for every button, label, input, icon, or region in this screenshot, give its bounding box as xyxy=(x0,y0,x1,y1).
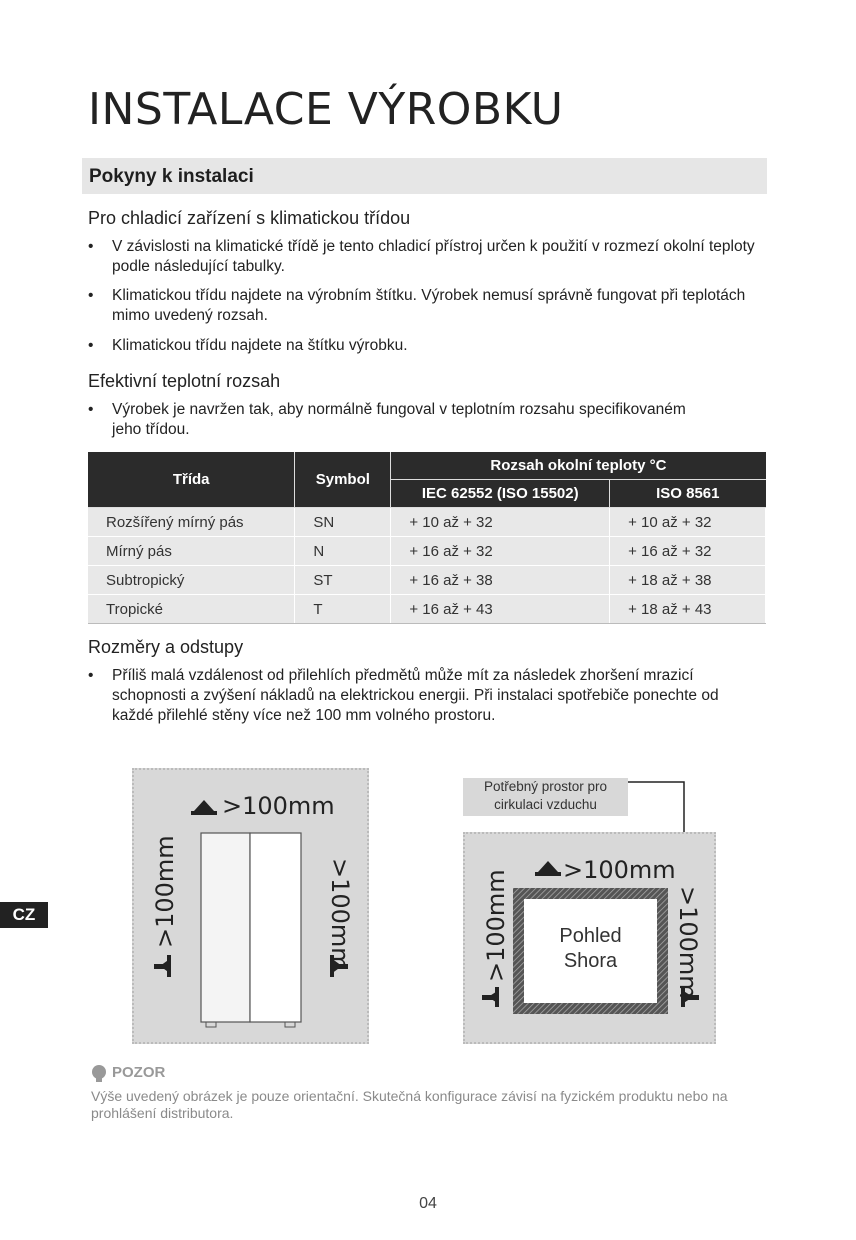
subheading-dimensions: Rozměry a odstupy xyxy=(88,637,244,657)
list-item: • Příliš malá vzdálenost od přilehlích předmětů může mít za následek zhoršení mrazicí schopnosti a zvýšení nákladů na elektrickou energii. Při instalaci spotřebiče ponechte od každé přilehlé stěny více než 100 mm volného prostoru. xyxy=(88,667,719,724)
table-header-iso: ISO 8561 xyxy=(610,480,766,508)
list-item: • Výrobek je navržen tak, aby normálně fungoval v teplotním rozsahu specifikovaném jeho třídou. xyxy=(88,401,686,438)
bullet-icon: • xyxy=(88,667,94,684)
caution-text: Výše uvedený obrázek je pouze orientační. Skutečná konfigurace závisí na fyzickém produktu nebo na prohlášení distributora. xyxy=(91,1088,728,1121)
bullet-icon: • xyxy=(88,287,94,304)
page-number: 04 xyxy=(419,1195,437,1212)
bullet-icon: • xyxy=(88,337,94,354)
subheading-temperature-range: Efektivní teplotní rozsah xyxy=(88,371,281,391)
climate-class-table xyxy=(88,452,766,624)
caution-label: POZOR xyxy=(112,1064,166,1081)
table-header-iec: IEC 62552 (ISO 15502) xyxy=(391,480,610,508)
list-item: • Klimatickou třídu najdete na výrobním štítku. Výrobek nemusí správně fungovat při teplotách mimo uvedený rozsah. xyxy=(88,287,746,324)
table-row: Rozšířený mírný pás SN + 10 až + 32 + 10 až + 32 xyxy=(88,508,766,537)
clearance-right-label: >100mm xyxy=(674,886,702,999)
section-heading: Pokyny k instalaci xyxy=(89,166,254,187)
bullet-icon: • xyxy=(88,401,94,418)
clearance-top-label: >100mm xyxy=(222,792,335,820)
front-view-diagram xyxy=(132,768,369,1044)
language-tab: CZ xyxy=(0,902,48,928)
top-view-diagram xyxy=(463,832,716,1044)
top-view-label: Pohled Shora xyxy=(559,925,622,972)
list-item: • V závislosti na klimatické třídě je tento chladicí přístroj určen k použití v rozmezí okolní teploty podle následující tabulky. xyxy=(88,238,755,275)
table-header-range: Rozsah okolní teploty °C xyxy=(391,452,766,480)
subheading-climate-class: Pro chladicí zařízení s klimatickou třídou xyxy=(88,208,411,228)
air-circulation-callout: Potřebný prostor pro cirkulaci vzduchu xyxy=(463,778,628,816)
page-title: INSTALACE VÝROBKU xyxy=(88,84,564,135)
clearance-left-label: >100mm xyxy=(482,869,510,982)
table-header-class: Třída xyxy=(88,452,295,508)
list-item: • Klimatickou třídu najdete na štítku výrobku. xyxy=(88,337,408,354)
clearance-top-label: >100mm xyxy=(563,856,676,884)
section-heading-bar xyxy=(82,158,767,194)
table-row: Tropické T + 16 až + 43 + 18 až + 43 xyxy=(88,595,766,624)
lightbulb-icon xyxy=(91,1065,107,1084)
table-header-symbol: Symbol xyxy=(295,452,391,508)
table-row: Subtropický ST + 16 až + 38 + 18 až + 38 xyxy=(88,566,766,595)
table-row: Mírný pás N + 16 až + 32 + 16 až + 32 xyxy=(88,537,766,566)
bullet-icon: • xyxy=(88,238,94,255)
clearance-left-label: >100mm xyxy=(151,835,179,948)
clearance-right-label: >100mm xyxy=(326,858,354,971)
